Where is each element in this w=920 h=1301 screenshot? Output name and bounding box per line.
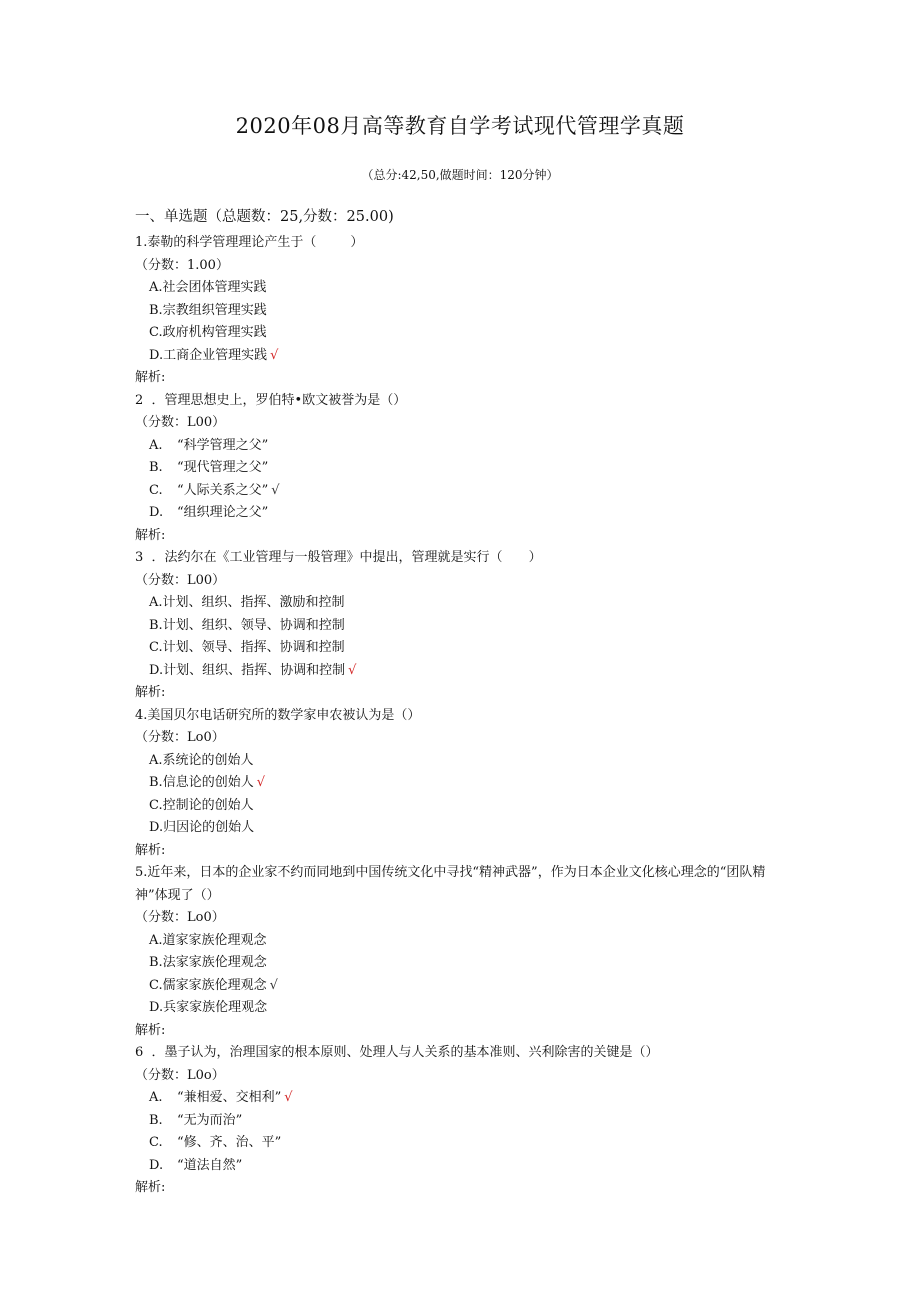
question-text: ．墨子认为，治理国家的根本原则、处理人与人关系的基本准则、兴利除害的关键是（）: [151, 1045, 659, 1060]
option-a[interactable]: [135, 930, 785, 953]
option-text: “现代管理之父”: [177, 460, 269, 475]
option-c[interactable]: [135, 637, 785, 660]
option-letter: D.: [149, 505, 164, 520]
option-d[interactable]: [135, 997, 785, 1020]
option-a[interactable]: [135, 592, 785, 615]
question-score: （分数：L0o）: [135, 1067, 225, 1083]
option-d[interactable]: [135, 502, 785, 525]
question-number: 4.: [135, 707, 148, 723]
question-text: ．法约尔在《工业管理与一般管理》中提出，管理就是实行（: [151, 550, 503, 565]
question-4: [135, 705, 785, 863]
option-b[interactable]: [135, 457, 785, 480]
option-text: 工商企业管理实践: [163, 347, 268, 363]
page-title: 2020年08月高等教育自学考试现代管理学真题: [235, 114, 685, 138]
option-b[interactable]: [135, 952, 785, 975]
check-mark-icon: √: [270, 347, 279, 363]
question-text: 美国贝尔电话研究所的数学家申农被认为是（）: [147, 707, 421, 723]
option-d[interactable]: [135, 660, 785, 683]
question-number: 1.: [135, 235, 148, 250]
option-text: 儒家家族伦理观念: [162, 977, 267, 993]
option-text: 计划、领导、指挥、协调和控制: [162, 640, 345, 655]
option-letter: B.: [149, 617, 163, 633]
option-text: 社会团体管理实践: [162, 280, 267, 295]
option-text: 法家家族伦理观念: [162, 955, 267, 970]
option-a[interactable]: [135, 435, 785, 458]
option-text: “人际关系之父”: [177, 482, 269, 498]
question-1: [135, 232, 785, 390]
question-number: 6: [135, 1045, 144, 1060]
option-text: 计划、组织、领导、协调和控制: [162, 617, 345, 633]
check-mark-icon: √: [348, 662, 357, 678]
question-stem: [135, 1042, 785, 1065]
option-text: 政府机构管理实践: [162, 325, 267, 340]
option-b[interactable]: [135, 772, 785, 795]
check-mark-icon: √: [269, 977, 278, 993]
option-c[interactable]: [135, 975, 785, 998]
option-text: “修、齐、治、平”: [177, 1135, 282, 1150]
option-text: “无为而治”: [177, 1112, 243, 1128]
option-letter: C.: [149, 482, 163, 498]
option-d[interactable]: [135, 1155, 785, 1178]
option-letter: D.: [149, 347, 164, 363]
option-a[interactable]: [135, 750, 785, 773]
option-letter: C.: [149, 977, 163, 993]
option-letter: B.: [149, 1112, 163, 1128]
question-text-end: ）: [350, 235, 364, 250]
option-a[interactable]: [135, 1087, 785, 1110]
question-text-end: ）: [528, 550, 542, 565]
option-b[interactable]: [135, 300, 785, 323]
option-text: “组织理论之父”: [177, 505, 269, 520]
question-5: [135, 862, 785, 1042]
analysis-label: 解析:: [135, 1022, 166, 1038]
option-letter: C.: [149, 640, 163, 655]
question-6: [135, 1042, 785, 1200]
option-letter: A.: [149, 437, 163, 453]
option-text: 控制论的创始人: [162, 797, 254, 813]
option-c[interactable]: [135, 322, 785, 345]
option-c[interactable]: [135, 1132, 785, 1155]
option-letter: D.: [149, 820, 164, 835]
option-b[interactable]: [135, 615, 785, 638]
question-score: （分数：L00）: [135, 572, 226, 588]
section-heading: 一、单选题（总题数：25,分数：25.00): [135, 209, 394, 225]
option-text: 计划、组织、指挥、协调和控制: [163, 662, 346, 678]
option-text: 宗教组织管理实践: [162, 302, 267, 318]
option-letter: D.: [149, 1157, 164, 1173]
option-letter: B.: [149, 460, 163, 475]
option-b[interactable]: [135, 1110, 785, 1133]
option-text: “科学管理之父”: [177, 437, 269, 453]
check-mark-icon: √: [284, 1090, 293, 1105]
option-c[interactable]: [135, 480, 785, 503]
question-score: （分数：Lo0）: [135, 730, 225, 745]
option-c[interactable]: [135, 795, 785, 818]
option-letter: B.: [149, 775, 163, 790]
option-text: 兵家家族伦理观念: [163, 1000, 268, 1015]
exam-summary: （总分:42,50,做题时间：120分钟）: [361, 168, 559, 182]
option-letter: A.: [149, 280, 163, 295]
question-stem: [135, 705, 785, 728]
option-text: 系统论的创始人: [162, 752, 254, 768]
option-letter: D.: [149, 1000, 164, 1015]
analysis-label: 解析:: [135, 1180, 166, 1195]
option-letter: B.: [149, 302, 163, 318]
question-3: [135, 547, 785, 705]
option-letter: A.: [149, 932, 163, 948]
question-list: [135, 232, 785, 1200]
option-text: 计划、组织、指挥、激励和控制: [162, 595, 345, 610]
question-score: （分数：Lo0）: [135, 910, 225, 925]
option-a[interactable]: [135, 277, 785, 300]
analysis-label: 解析:: [135, 527, 166, 543]
option-letter: A.: [149, 595, 163, 610]
question-text: ．管理思想史上，罗伯特•欧文被誉为是（）: [151, 392, 407, 408]
question-stem: [135, 862, 785, 907]
option-letter: C.: [149, 1135, 163, 1150]
option-text: 道家家族伦理观念: [162, 932, 267, 948]
option-letter: B.: [149, 955, 163, 970]
option-text: 归因论的创始人: [163, 820, 255, 835]
option-text: “道法自然”: [177, 1157, 243, 1173]
question-number: 3: [135, 550, 144, 565]
question-stem: [135, 390, 785, 413]
question-score: （分数：1.00）: [135, 257, 229, 273]
check-mark-icon: √: [271, 482, 280, 498]
option-letter: C.: [149, 797, 163, 813]
question-text: 泰勒的科学管理理论产生于（: [147, 235, 317, 250]
option-letter: A.: [149, 1090, 163, 1105]
question-stem: [135, 547, 785, 570]
option-letter: C.: [149, 325, 163, 340]
option-d[interactable]: [135, 345, 785, 368]
option-text: “兼相爱、交相利”: [177, 1090, 282, 1105]
question-number: 2: [135, 392, 144, 408]
question-number: 5.: [135, 865, 148, 880]
analysis-label: 解析:: [135, 370, 166, 385]
analysis-label: 解析:: [135, 842, 166, 858]
option-letter: A.: [149, 752, 163, 768]
option-d[interactable]: [135, 817, 785, 840]
question-score: （分数：L00）: [135, 415, 226, 430]
question-2: [135, 390, 785, 548]
check-mark-icon: √: [256, 775, 265, 790]
option-text: 信息论的创始人: [162, 775, 254, 790]
question-stem: [135, 232, 785, 255]
analysis-label: 解析:: [135, 685, 166, 700]
question-text: 近年来，日本的企业家不约而同地到中国传统文化中寻找“精神武器”，作为日本企业文化核心理念的“团队精神”体现了（）: [135, 865, 766, 903]
option-letter: D.: [149, 662, 164, 678]
